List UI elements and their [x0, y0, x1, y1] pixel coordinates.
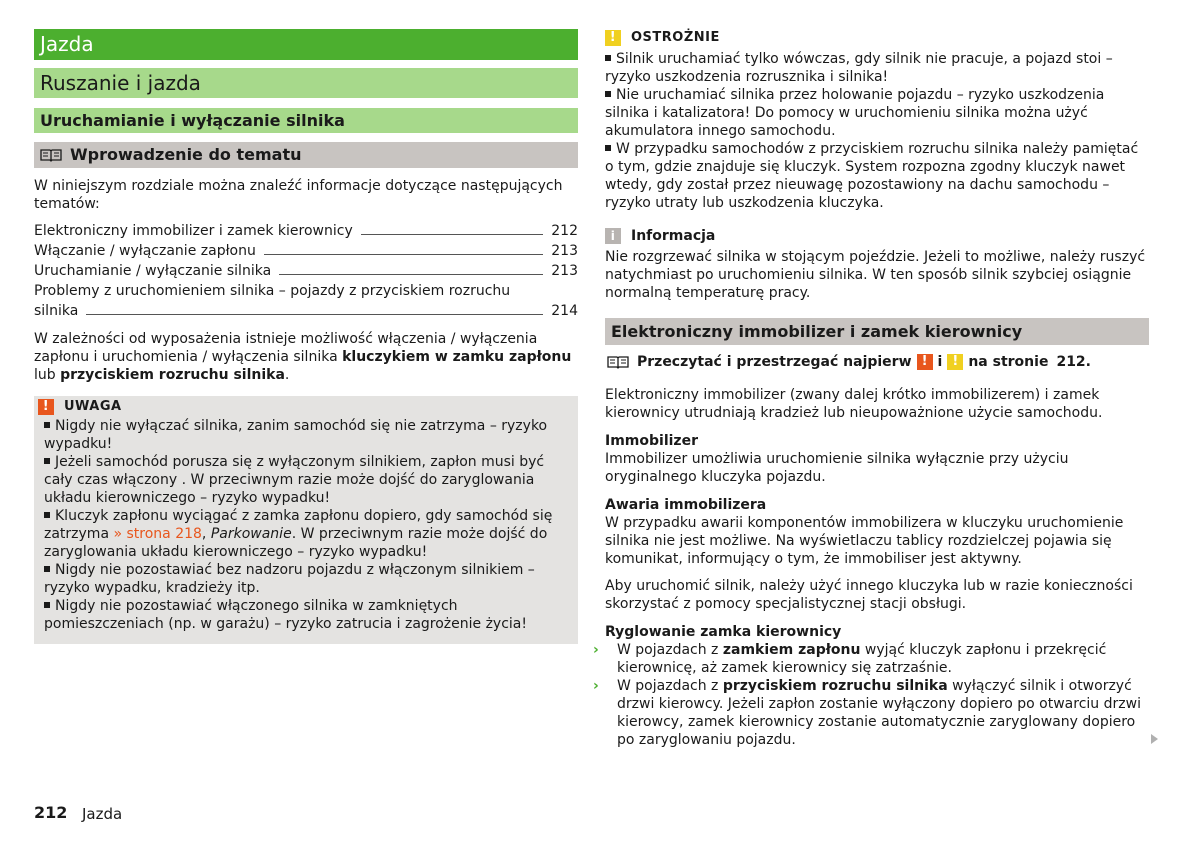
book-icon — [40, 148, 62, 162]
toc-entry-label: Włączanie / wyłączanie zapłonu — [34, 243, 256, 259]
toc-entry-page: 213 — [551, 263, 578, 279]
intro-text: W niniejszym rozdziale można znaleźć informacje dotyczące następujących tematów: — [34, 178, 563, 212]
lock-step: › W pojazdach z zamkiem zapłonu wyjąć kluczyk zapłonu i przekręcić kierownicę, aż zamek kierownicy się zatrzaśnie. — [593, 642, 1107, 676]
section-heading: Ruszanie i jazda — [34, 68, 578, 98]
toc-entry-label-cont: silnika — [34, 303, 79, 319]
read-first-text: Przeczytać i przestrzegać najpierw — [637, 354, 912, 370]
bullet-square — [605, 91, 611, 97]
bullet-square — [44, 422, 50, 428]
continue-arrow-icon — [1151, 734, 1158, 744]
toc-leader — [279, 262, 543, 275]
toc-entry-page: 212 — [551, 223, 578, 239]
info-title: Informacja — [631, 228, 716, 244]
info-icon: i — [605, 228, 621, 244]
caution-title: OSTROŻNIE — [631, 30, 720, 45]
chevron-right-icon: › — [593, 642, 599, 658]
toc-leader — [86, 302, 543, 315]
warning-item: Kluczyk zapłonu wyciągać z zamka zapłonu dopiero, gdy samochód się zatrzyma » strona 218, Parkowanie. W przeciwnym razie może dojść do zaryglowania układu kierowniczego – ryzyko wypadku! — [44, 508, 553, 560]
read-first-page-number: 212. — [1056, 354, 1091, 370]
warning-icon: ! — [38, 399, 54, 415]
bullet-square — [605, 55, 611, 61]
toc-entry-page: 214 — [551, 303, 578, 319]
toc-entry-label: Uruchamianie / wyłączanie silnika — [34, 263, 272, 279]
toc-entry-label: Elektroniczny immobilizer i zamek kierownicy — [34, 223, 353, 239]
caution-ref-icon[interactable]: ! — [947, 354, 963, 370]
toc-entry[interactable] — [34, 261, 578, 281]
bullet-square — [44, 458, 50, 464]
subsection-heading: Uruchamianie i wyłączanie silnika — [34, 108, 578, 133]
footer-chapter: Jazda — [82, 805, 123, 823]
lock-step: › W pojazdach z przyciskiem rozruchu silnika wyłączyć silnik i otworzyć drzwi kierowcy. Jeżeli zapłon zostanie wyłączony dopiero po otwarciu drzwi kierowcy, zamek kierownicy zostanie automatycznie zaryglowany dopiero po zaryglowaniu pojazdu. — [593, 678, 1141, 748]
chapter-heading: Jazda — [34, 29, 578, 60]
info-header — [605, 227, 715, 245]
bold-term: kluczykiem w zamku zapłonu — [342, 349, 572, 365]
page-number: 212 — [34, 803, 68, 822]
toc-leader — [361, 222, 544, 235]
toc-leader — [264, 242, 543, 255]
page-link[interactable]: » strona 218 — [113, 526, 202, 542]
equipment-paragraph — [34, 330, 578, 384]
failure-text: W przypadku awarii komponentów immobilizera w kluczyku uruchomienie silnika nie jest możliwe. Na wyświetlaczu tablicy rozdzielczej pojawia się komunikat, informujący o tym, że immobiliser jest aktywny. — [605, 515, 1124, 567]
warning-header — [38, 397, 568, 417]
toc-entry[interactable] — [34, 241, 578, 261]
bullet-square — [44, 566, 50, 572]
chevron-right-icon: › — [593, 678, 599, 694]
book-icon — [607, 355, 629, 369]
bold-term: przyciskiem rozruchu silnika — [60, 367, 285, 383]
info-text: Nie rozgrzewać silnika w stojącym pojeździe. Jeżeli to możliwe, należy ruszyć natychmiast po uruchomieniu silnika. W ten sposób silnik szybciej osiągnie normalną temperaturę pracy. — [605, 249, 1146, 301]
caution-item: Nie uruchamiać silnika przez holowanie pojazdu – ryzyko uszkodzenia silnika i katalizatora! Do pomocy w uruchomieniu silnika można użyć akumulatora innego samochodu. — [605, 87, 1105, 139]
warning-ref-icon[interactable]: ! — [917, 354, 933, 370]
toc-entry-page: 213 — [551, 243, 578, 259]
read-first-line — [605, 353, 1149, 371]
bullet-square — [44, 512, 50, 518]
text-run: . — [284, 367, 290, 383]
lock-steps — [593, 641, 1149, 749]
lock-title: Ryglowanie zamka kierownicy — [605, 624, 842, 640]
immobilizer-title: Immobilizer — [605, 433, 698, 449]
immobilizer-heading: Elektroniczny immobilizer i zamek kierownicy — [605, 318, 1149, 345]
immobilizer-intro: Elektroniczny immobilizer (zwany dalej krótko immobilizerem) i zamek kierownicy utrudniają kradzież lub nieupoważnione użycie samochodu. — [605, 387, 1103, 421]
caution-list — [605, 50, 1149, 212]
caution-item: W przypadku samochodów z przyciskiem rozruchu silnika należy pamiętać o tym, gdzie znajduje się kluczyk. System rozpozna zgodny kluczyk nawet wtedy, gdy został przez nieuwagę pozostawiony na dachu samochodu – ryzyko utraty lub uszkodzenia kluczyka. — [605, 141, 1139, 211]
intro-heading — [34, 142, 578, 168]
toc-entry-label: Problemy z uruchomieniem silnika – pojazdy z przyciskiem rozruchu — [34, 283, 511, 299]
text-run: lub — [34, 367, 61, 383]
toc-entry[interactable] — [34, 281, 578, 321]
toc-list — [34, 221, 578, 321]
warning-item: Nigdy nie pozostawiać bez nadzoru pojazdu z włączonym silnikiem – ryzyko wypadku, kradzieży itp. — [44, 562, 535, 596]
warning-item: Jeżeli samochód porusza się z wyłączonym silnikiem, zapłon musi być cały czas włączony . W przeciwnym razie może dojść do zaryglowania układu kierowniczego – ryzyko wypadku! — [44, 454, 545, 506]
caution-icon: ! — [605, 30, 621, 46]
caution-header — [605, 29, 720, 47]
bullet-square — [605, 145, 611, 151]
warning-item: Nigdy nie wyłączać silnika, zanim samochód się nie zatrzyma – ryzyko wypadku! — [44, 418, 548, 452]
other-key-text: Aby uruchomić silnik, należy użyć innego kluczyka lub w razie konieczności skorzystać z pomocy specjalistycznej stacji obsługi. — [605, 578, 1133, 612]
text-run: W zależności od wyposażenia istnieje możliwość włączenia / wyłączenia zapłonu i uruchomienia / wyłączenia silnika — [34, 331, 538, 365]
bullet-square — [44, 602, 50, 608]
toc-entry[interactable] — [34, 221, 578, 241]
caution-item: Silnik uruchamiać tylko wówczas, gdy silnik nie pracuje, a pojazd stoi – ryzyko uszkodzenia rozrusznika i silnika! — [605, 51, 1113, 85]
read-first-and: i — [937, 354, 943, 370]
warning-title: UWAGA — [64, 399, 122, 414]
warning-item: Nigdy nie pozostawiać włączonego silnika w zamkniętych pomieszczeniach (np. w garażu) – ryzyko zatrucia i zagrożenie życia! — [44, 598, 527, 632]
warning-box — [34, 396, 578, 644]
immobilizer-text: Immobilizer umożliwia uruchomienie silnika wyłącznie przy użyciu oryginalnego kluczyka pojazdu. — [605, 451, 1069, 485]
read-first-page-text: na stronie — [968, 354, 1049, 370]
intro-heading-label: Wprowadzenie do tematu — [70, 145, 302, 164]
failure-title: Awaria immobilizera — [605, 497, 767, 513]
